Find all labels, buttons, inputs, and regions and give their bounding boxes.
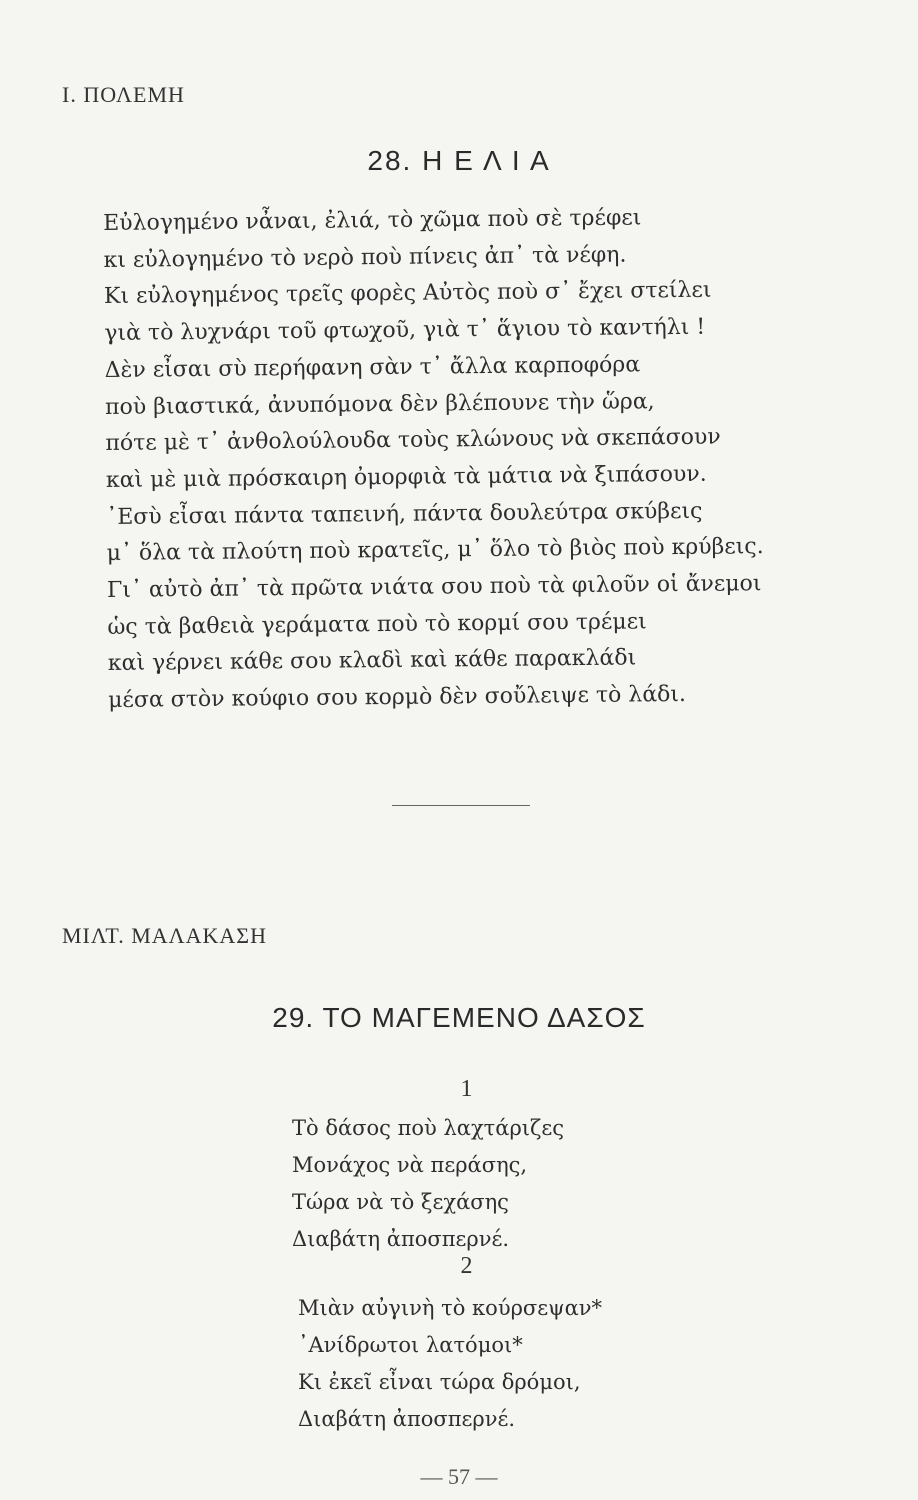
poem-line: ποὺ βιαστικά, ἀνυπόμονα δὲν βλέπουνε τὴν ὥρα,	[104, 388, 655, 420]
author-malakasis: ΜΙΛΤ. ΜΑΛΑΚΑΣΗ	[62, 923, 267, 948]
stanza-1	[292, 1110, 564, 1258]
poem-line: κι εὐλογημένο τὸ νερὸ ποὺ πίνεις ἀπ᾿ τὰ νέφη.	[103, 242, 627, 273]
poem-line: μ᾿ ὅλα τὰ πλούτη ποὺ κρατεῖς, μ᾿ ὅλο τὸ βιὸς ποὺ κρύβεις.	[106, 534, 764, 567]
poem-line: ᾿Εσὺ εἶσαι πάντα ταπεινή, πάντα δουλεύτρα σκύβεις	[106, 498, 703, 530]
poem-line: Διαβάτη ἀποσπερνέ.	[292, 1227, 510, 1251]
stanza-number: 1	[460, 1076, 473, 1102]
stanza-number: 2	[460, 1253, 473, 1279]
poem-line: Διαβάτη ἀποσπερνέ.	[298, 1407, 516, 1431]
section-divider	[392, 805, 530, 806]
stanza-2	[298, 1290, 602, 1438]
poem-line: ᾿Ανίδρωτοι λατόμοι*	[298, 1333, 523, 1357]
poem-line: πότε μὲ τ᾿ ἀνθολούλουδα τοὺς κλώνους νὰ σκεπάσουν	[105, 424, 721, 457]
poem-line: καὶ γέρνει κάθε σου κλαδὶ καὶ κάθε παρακλάδι	[107, 645, 637, 677]
poem-line: Κι ἐκεῖ εἶναι τώρα δρόμοι,	[298, 1370, 581, 1394]
poem-line: μέσα στὸν κούφιο σου κορμὸ δὲν σοὔλειψε τὸ λάδι.	[108, 682, 687, 714]
poem-line: ὡς τὰ βαθειὰ γεράματα ποὺ τὸ κορμί σου τρέμει	[107, 609, 647, 640]
poem-title-magemeno-dasos: 29. ΤΟ ΜΑΓΕΜΕΝΟ ΔΑΣΟΣ	[272, 1002, 646, 1033]
poem-elia-body	[103, 199, 765, 720]
poem-line: Εὐλογημένο νἆναι, ἐλιά, τὸ χῶμα ποὺ σὲ τρέφει	[103, 205, 642, 236]
poem-line: Μιὰν αὐγινὴ τὸ κούρσεψαν*	[298, 1296, 603, 1320]
poem-line: καὶ μὲ μιὰ πρόσκαιρη ὀμορφιὰ τὰ μάτια νὰ ξιπάσουν.	[105, 461, 707, 493]
poem-title-elia: 28. Η Ε Λ Ι Α	[367, 145, 551, 176]
poem-line: Γι᾿ αὐτὸ ἀπ᾿ τὰ πρῶτα νιάτα σου ποὺ τὰ φιλοῦν οἱ ἄνεμοι	[106, 571, 762, 604]
poem-line: Τὸ δάσος ποὺ λαχτάριζες	[292, 1116, 565, 1140]
poem-line: γιὰ τὸ λυχνάρι τοῦ φτωχοῦ, γιὰ τ᾿ ἅγιου τὸ καντήλι !	[104, 314, 706, 347]
poem-line: Τώρα νὰ τὸ ξεχάσης	[292, 1190, 509, 1214]
author-polemis: Ι. ΠΟΛΕΜΗ	[62, 82, 185, 107]
poem-line: Δὲν εἶσαι σὺ περήφανη σὰν τ᾿ ἄλλα καρποφόρα	[104, 352, 641, 383]
poem-line: Μονάχος νὰ περάσης,	[292, 1153, 528, 1177]
page-number: — 57 —	[420, 1464, 498, 1489]
poem-line: Κι εὐλογημένος τρεῖς φορὲς Αὐτὸς ποὺ σ᾿ ἔχει στείλει	[103, 278, 712, 310]
